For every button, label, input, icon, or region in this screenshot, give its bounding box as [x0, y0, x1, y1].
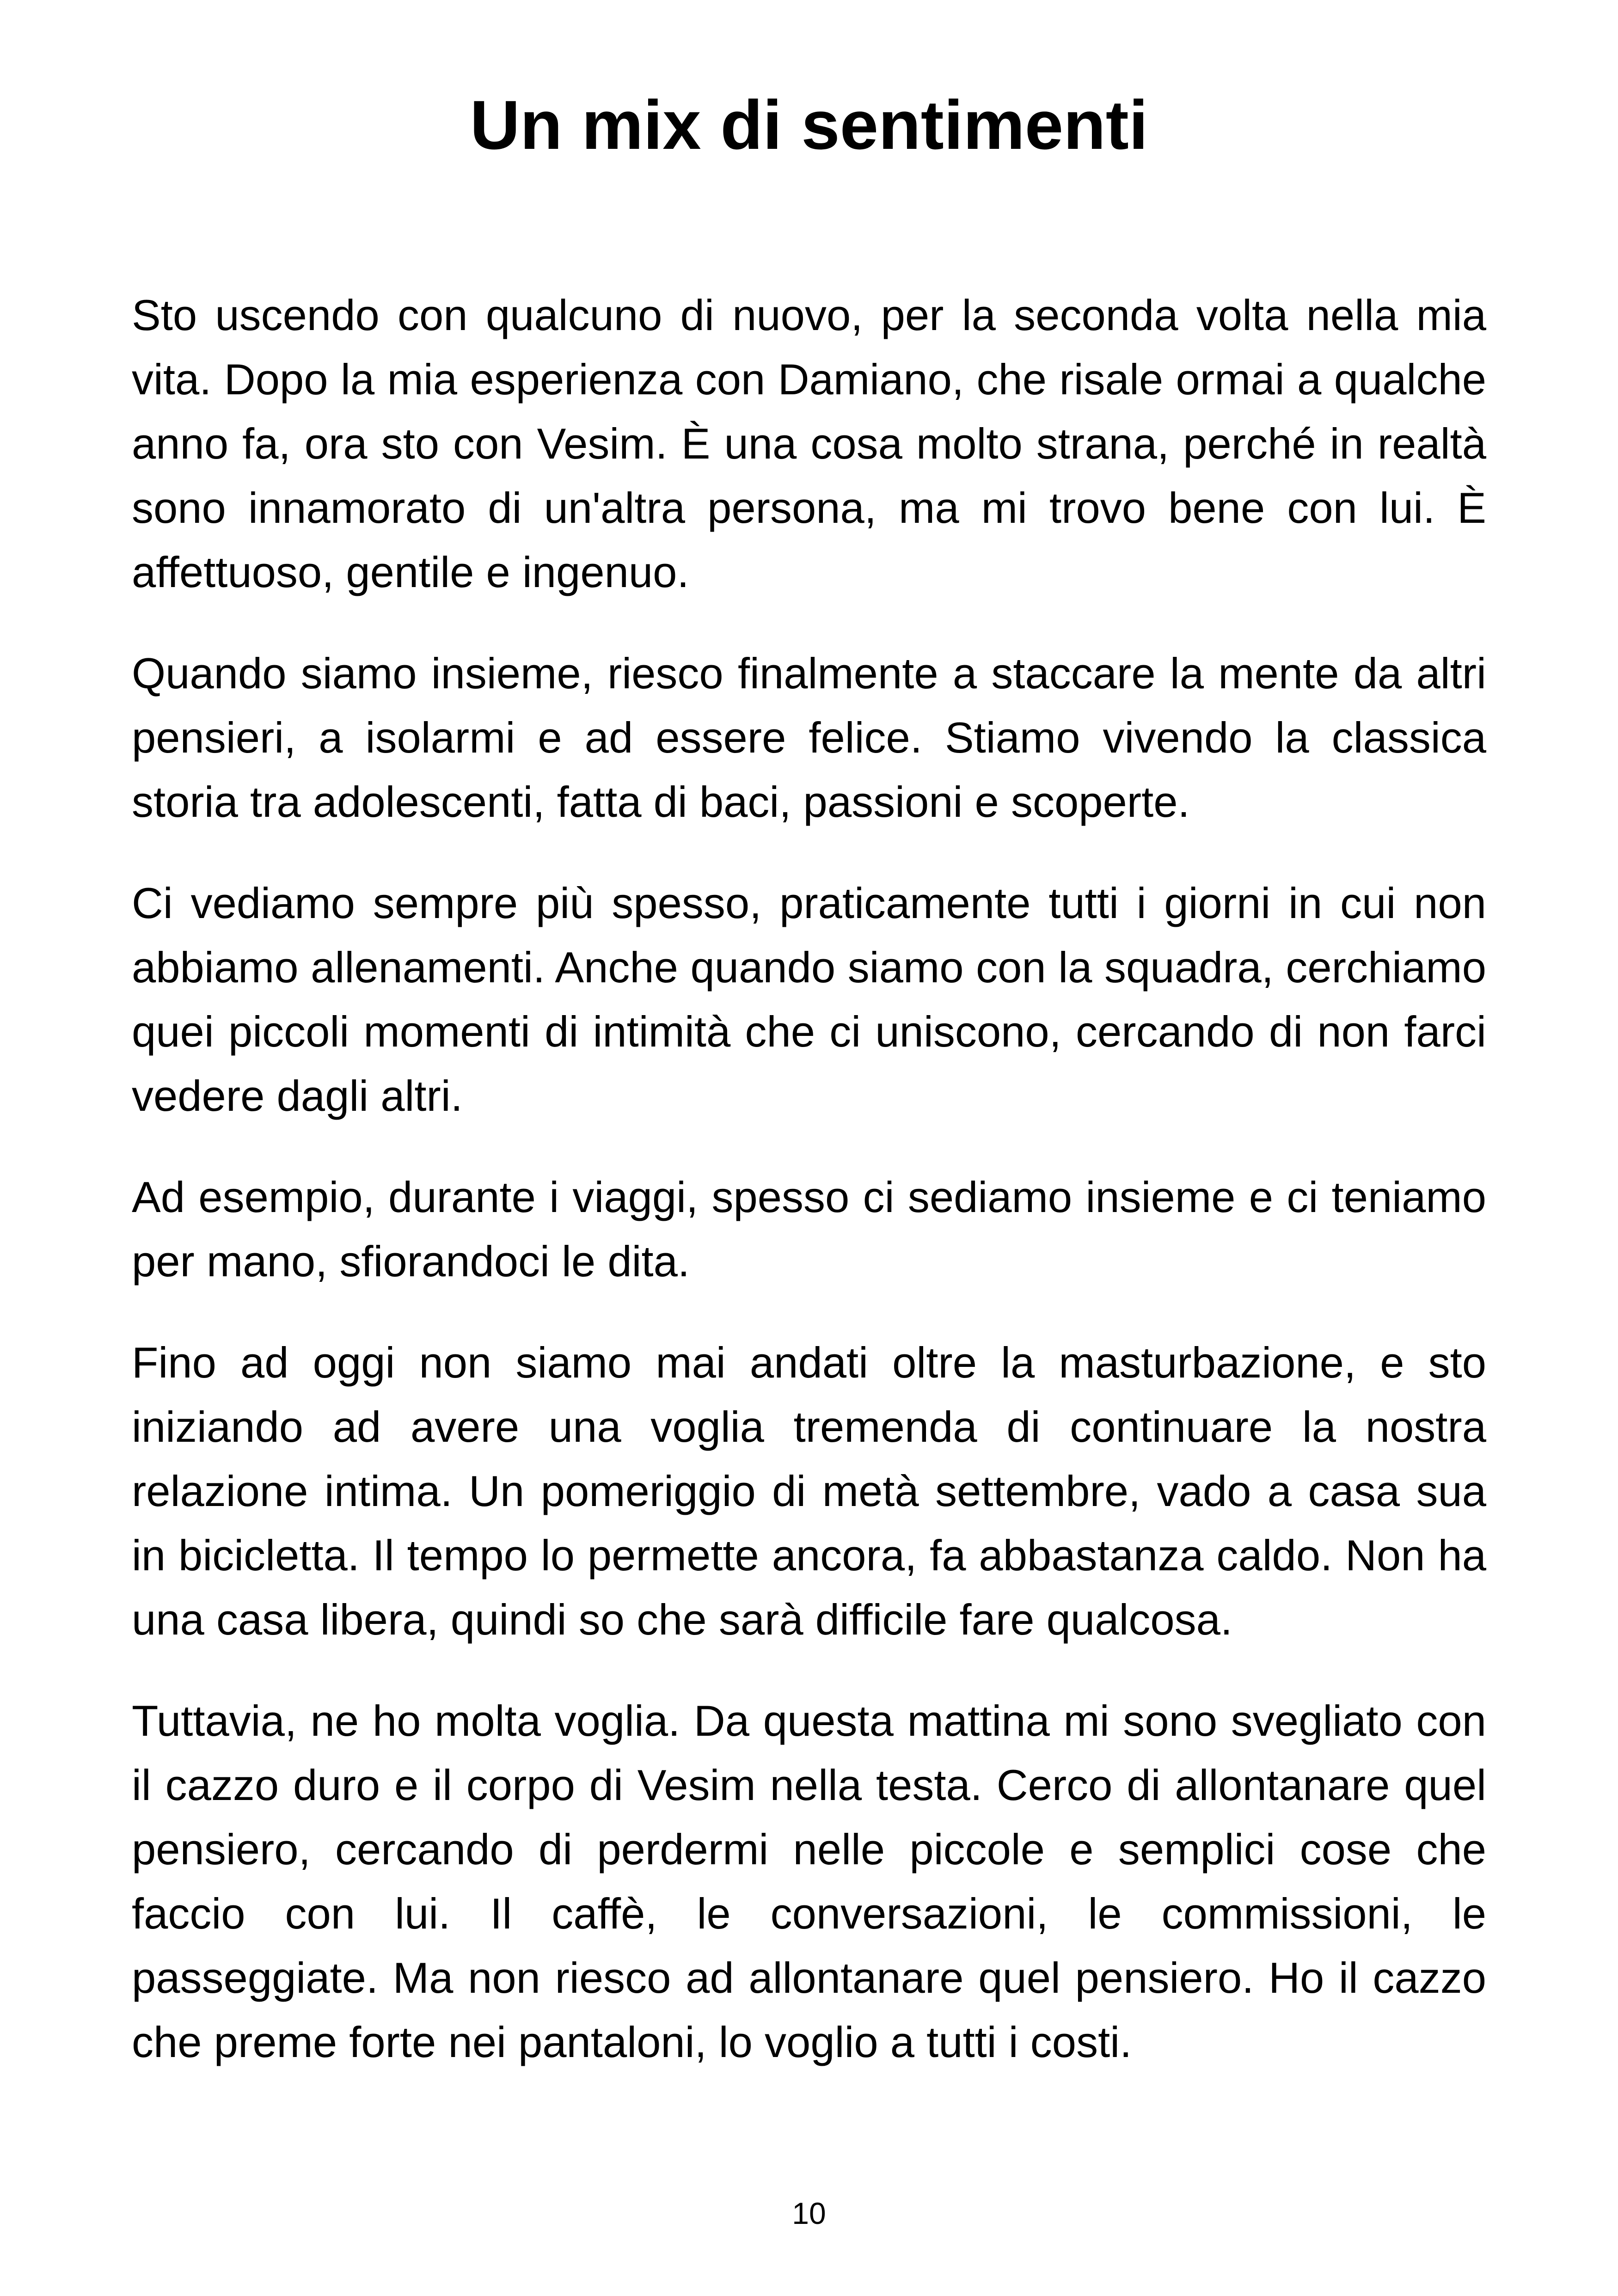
paragraph-1: Sto uscendo con qualcuno di nuovo, per la seconda volta nella mia vita. Dopo la mia esperienza con Damiano, che risale ormai a qualche anno fa, ora sto con Vesim. È una cosa molto strana, perché in realtà sono innamorato di un'altra persona, ma mi trovo bene con lui. È affettuoso, gentile e ingenuo. [132, 291, 1486, 596]
paragraph-4: Ad esempio, durante i viaggi, spesso ci sediamo insieme e ci teniamo per mano, sfiorandoci le dita. [132, 1173, 1486, 1286]
page-number: 10 [792, 2196, 826, 2230]
chapter-title: Un mix di sentimenti [470, 86, 1148, 164]
paragraph-2: Quando siamo insieme, riesco finalmente a staccare la mente da altri pensieri, a isolarmi e ad essere felice. Stiamo vivendo la classica storia tra adolescenti, fatta di baci, passioni e scoperte. [132, 649, 1486, 826]
paragraph-5: Fino ad oggi non siamo mai andati oltre la masturbazione, e sto iniziando ad avere una voglia tremenda di continuare la nostra relazione intima. Un pomeriggio di metà settembre, vado a casa sua in bicicletta. Il tempo lo permette ancora, fa abbastanza caldo. Non ha una casa libera, quindi so che sarà difficile fare qualcosa. [132, 1338, 1486, 1644]
paragraph-3: Ci vediamo sempre più spesso, praticamente tutti i giorni in cui non abbiamo allenamenti. Anche quando siamo con la squadra, cerchiamo quei piccoli momenti di intimità che ci uniscono, cercando di non farci vedere dagli altri. [132, 879, 1486, 1120]
body-text [132, 283, 1486, 2111]
paragraph-6: Tuttavia, ne ho molta voglia. Da questa mattina mi sono svegliato con il cazzo duro e il corpo di Vesim nella testa. Cerco di allontanare quel pensiero, cercando di perdermi nelle piccole e semplici cose che faccio con lui. Il caffè, le conversazioni, le commissioni, le passeggiate. Ma non riesco ad allontanare quel pensiero. Ho il cazzo che preme forte nei pantaloni, lo voglio a tutti i costi. [132, 1696, 1486, 2066]
